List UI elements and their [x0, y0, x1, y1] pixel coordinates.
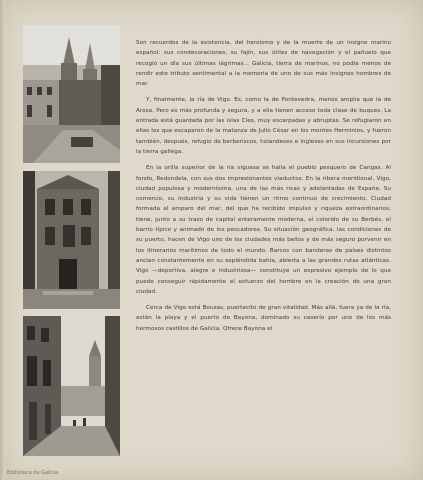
paragraph: En la orilla superior de la ría viguesa se halla el pueblo pesquero de Cangas. Al fondo, Redondela, con sus dos impresionantes viaductos. En la ribera meridional, Vigo, ciudad populosa y modernísima, una de las más ricas y adelantadas de España. Su comercio, su industria y su vida tienen un ritmo continuo de crecimiento. Ciudad formada al amparo del mar, del que ha recibido impulso y riqueza extraordinarios, tiene, junto a su trazo de capital enteramente moderna, el colorido de su Berbés, el barrio típico y animado de los pescadores. Su situación geográfica, las condiciones de su puerto, hacen de Vigo uno de los ciudades más bellos y de más seguro porvenir en los itinerarios marítimos de todo el mundo. Barcos con banderas de países distintos anclan constantemente en su espléndida bahía, abierta a las grandes rutas atlánticas. Vigo —deportiva, alegre e industriosa— constituye un expresivo ejemplo de lo que puede conseguir rápidamente el esfuerzo del hombre en la creación de una gran ciudad.	[136, 165, 391, 295]
photo-church-plaza	[23, 25, 120, 163]
library-credit: Biblioteca de Galicia	[7, 470, 59, 476]
paragraph: Son recuerdos de la existencia, del heroísmo y de la muerte de un insigne marino español: sus condecoraciones, su fajín, sus útiles de navegación y el pañuelo que recogió un día sus últimas lágrimas... Galicia, tierra de marinos, no podía menos de rendir este tributo sentimental a la memoria de uno de sus más insignes hombres de mar.	[136, 40, 391, 88]
photo-arcaded-street	[23, 316, 120, 456]
ornate-facade-image	[23, 171, 120, 309]
page-binding-edge	[0, 0, 5, 480]
paragraph: Cerca de Vigo está Bouzas, puertecito de gran vitalidad. Más allá, fuera ya de la ría, están la playa y el puerto de Bayona, dominado su caserío por uno de los más hermosos castillos de Galicia. Ofrece Bayona el	[136, 305, 391, 332]
article-text	[136, 38, 391, 340]
arcaded-street-image	[23, 316, 120, 456]
church-plaza-image	[23, 25, 120, 163]
photo-ornate-facade	[23, 171, 120, 309]
paragraph: Y, finalmente, la ría de Vigo. Es, como la de Pontevedra, menos amplia que la de Arosa. Pero es más profunda y segura, y a ella tienen acceso toda clase de buques. La entrada está guardada por las islas Cíes, muy escarpadas y abruptas. Se refugiaron en ellas los que escaparon de la matanza de Julio César en los montes Herminios, y fueron también, después, refugio de berberiscos, holandeses e ingleses en sus incursiones por la tierra gallega.	[136, 97, 391, 155]
